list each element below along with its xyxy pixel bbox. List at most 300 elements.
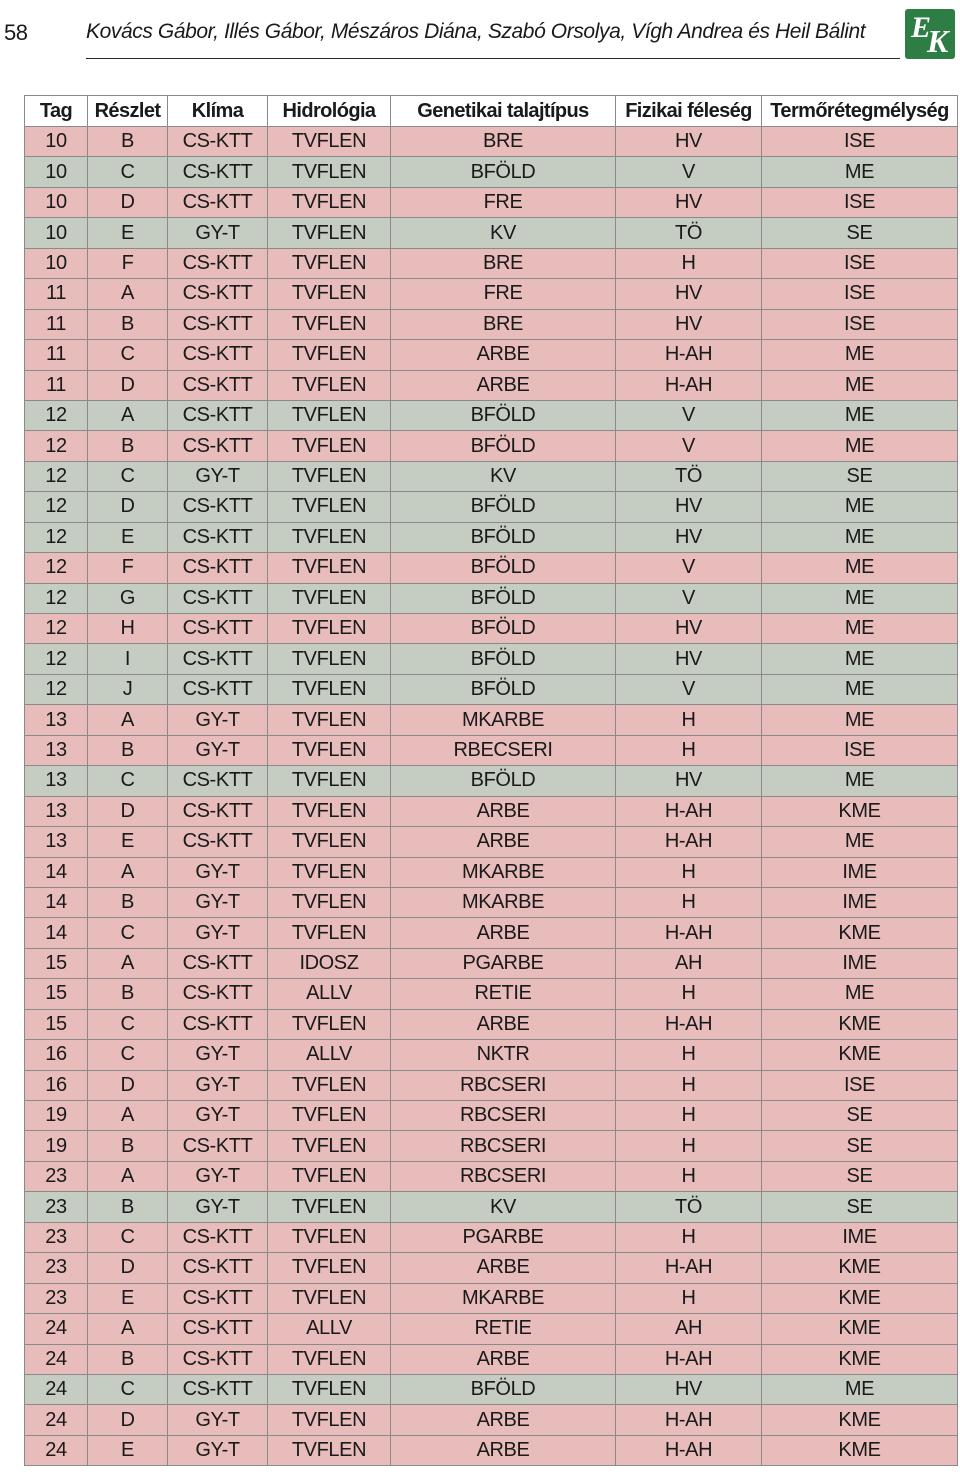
table-row [25, 1009, 958, 1039]
table-cell-termoreteg: ME [762, 674, 958, 704]
table-cell-klima: CS-KTT [168, 644, 268, 674]
table-cell-genetikai: RETIE [391, 979, 616, 1009]
table-cell-genetikai: BRE [391, 127, 616, 157]
table-cell-reszlet: A [88, 1101, 168, 1131]
table-cell-genetikai: RETIE [391, 1314, 616, 1344]
table-cell-klima: CS-KTT [168, 614, 268, 644]
page-header [0, 0, 960, 64]
table-cell-fizikai: H [616, 1040, 762, 1070]
table-row [25, 857, 958, 887]
table-cell-fizikai: V [616, 431, 762, 461]
table-cell-reszlet: E [88, 1283, 168, 1313]
table-row [25, 796, 958, 826]
table-cell-termoreteg: ME [762, 827, 958, 857]
table-cell-hidrologia: TVFLEN [268, 827, 391, 857]
table-cell-termoreteg: SE [762, 1101, 958, 1131]
table-cell-termoreteg: IME [762, 887, 958, 917]
table-cell-termoreteg: KME [762, 796, 958, 826]
table-row [25, 583, 958, 613]
table-cell-hidrologia: TVFLEN [268, 431, 391, 461]
table-cell-reszlet: B [88, 309, 168, 339]
table-cell-termoreteg: KME [762, 1314, 958, 1344]
table-cell-reszlet: C [88, 461, 168, 491]
table-row [25, 309, 958, 339]
table-cell-hidrologia: TVFLEN [268, 887, 391, 917]
table-cell-reszlet: A [88, 279, 168, 309]
table-cell-tag: 11 [25, 279, 88, 309]
table-cell-hidrologia: IDOSZ [268, 948, 391, 978]
table-row [25, 1314, 958, 1344]
table-row [25, 461, 958, 491]
table-cell-genetikai: MKARBE [391, 857, 616, 887]
table-cell-tag: 19 [25, 1131, 88, 1161]
table-cell-klima: GY-T [168, 218, 268, 248]
table-cell-hidrologia: TVFLEN [268, 1101, 391, 1131]
table-cell-hidrologia: ALLV [268, 1040, 391, 1070]
table-cell-termoreteg: ME [762, 370, 958, 400]
table-body [25, 127, 958, 1466]
table-cell-termoreteg: ISE [762, 1070, 958, 1100]
table-cell-klima: CS-KTT [168, 1131, 268, 1161]
table-cell-fizikai: AH [616, 948, 762, 978]
table-cell-tag: 12 [25, 431, 88, 461]
table-cell-genetikai: RBCSERI [391, 1161, 616, 1191]
table-row [25, 248, 958, 278]
table-row [25, 1374, 958, 1404]
table-cell-genetikai: ARBE [391, 918, 616, 948]
table-cell-termoreteg: ME [762, 492, 958, 522]
table-cell-fizikai: HV [616, 309, 762, 339]
table-cell-termoreteg: ISE [762, 735, 958, 765]
table-row [25, 1344, 958, 1374]
soil-data-table [24, 95, 958, 1466]
table-cell-klima: CS-KTT [168, 1374, 268, 1404]
page-number: 58 [4, 20, 28, 45]
table-cell-klima: GY-T [168, 1070, 268, 1100]
table-cell-hidrologia: TVFLEN [268, 157, 391, 187]
table-cell-reszlet: D [88, 370, 168, 400]
column-header-termoreteg: Termőrétegmélység [762, 96, 958, 127]
table-row [25, 1161, 958, 1191]
table-cell-genetikai: KV [391, 1192, 616, 1222]
table-cell-klima: CS-KTT [168, 279, 268, 309]
table-cell-genetikai: ARBE [391, 340, 616, 370]
table-cell-tag: 12 [25, 400, 88, 430]
table-cell-tag: 12 [25, 461, 88, 491]
table-cell-hidrologia: TVFLEN [268, 400, 391, 430]
table-cell-reszlet: H [88, 614, 168, 644]
table-row [25, 644, 958, 674]
table-cell-reszlet: C [88, 766, 168, 796]
table-cell-fizikai: HV [616, 1374, 762, 1404]
table-cell-tag: 19 [25, 1101, 88, 1131]
table-cell-fizikai: H-AH [616, 1405, 762, 1435]
table-cell-hidrologia: TVFLEN [268, 735, 391, 765]
table-cell-klima: GY-T [168, 1161, 268, 1191]
table-cell-reszlet: C [88, 918, 168, 948]
table-cell-klima: CS-KTT [168, 827, 268, 857]
table-cell-tag: 23 [25, 1283, 88, 1313]
table-cell-hidrologia: TVFLEN [268, 370, 391, 400]
table-cell-termoreteg: KME [762, 1283, 958, 1313]
table-cell-tag: 13 [25, 766, 88, 796]
table-row [25, 370, 958, 400]
table-cell-hidrologia: TVFLEN [268, 766, 391, 796]
table-cell-reszlet: B [88, 431, 168, 461]
table-cell-tag: 12 [25, 583, 88, 613]
table-cell-fizikai: AH [616, 1314, 762, 1344]
table-cell-tag: 13 [25, 705, 88, 735]
column-header-tag: Tag [25, 96, 88, 127]
table-cell-fizikai: TÖ [616, 461, 762, 491]
table-cell-hidrologia: ALLV [268, 1314, 391, 1344]
table-cell-hidrologia: TVFLEN [268, 1374, 391, 1404]
table-cell-fizikai: V [616, 674, 762, 704]
table-cell-reszlet: A [88, 400, 168, 430]
table-cell-fizikai: V [616, 400, 762, 430]
table-cell-hidrologia: TVFLEN [268, 522, 391, 552]
table-cell-fizikai: V [616, 583, 762, 613]
table-row [25, 979, 958, 1009]
table-cell-tag: 12 [25, 522, 88, 552]
table-cell-hidrologia: TVFLEN [268, 492, 391, 522]
table-cell-termoreteg: ME [762, 644, 958, 674]
header-rule [86, 58, 900, 59]
table-cell-fizikai: HV [616, 522, 762, 552]
table-cell-genetikai: MKARBE [391, 705, 616, 735]
table-cell-hidrologia: TVFLEN [268, 187, 391, 217]
table-cell-klima: CS-KTT [168, 583, 268, 613]
table-cell-reszlet: B [88, 1344, 168, 1374]
table-cell-termoreteg: SE [762, 1131, 958, 1161]
table-cell-termoreteg: ME [762, 431, 958, 461]
table-cell-termoreteg: KME [762, 1009, 958, 1039]
table-cell-fizikai: HV [616, 279, 762, 309]
table-cell-reszlet: C [88, 1374, 168, 1404]
table-cell-genetikai: FRE [391, 187, 616, 217]
table-cell-genetikai: ARBE [391, 1405, 616, 1435]
table-cell-klima: CS-KTT [168, 309, 268, 339]
table-cell-klima: GY-T [168, 1405, 268, 1435]
table-cell-tag: 12 [25, 553, 88, 583]
table-cell-termoreteg: ME [762, 766, 958, 796]
table-cell-genetikai: ARBE [391, 1009, 616, 1039]
logo-letter-k: K [927, 23, 949, 59]
table-cell-klima: GY-T [168, 857, 268, 887]
table-row [25, 614, 958, 644]
table-row [25, 705, 958, 735]
table-cell-termoreteg: KME [762, 1405, 958, 1435]
table-cell-fizikai: H [616, 1161, 762, 1191]
table-cell-genetikai: BFÖLD [391, 431, 616, 461]
table-cell-tag: 11 [25, 340, 88, 370]
table-row [25, 674, 958, 704]
table-cell-termoreteg: ISE [762, 187, 958, 217]
table-cell-tag: 14 [25, 857, 88, 887]
table-cell-genetikai: BFÖLD [391, 583, 616, 613]
table-cell-fizikai: H [616, 248, 762, 278]
table-cell-genetikai: BRE [391, 248, 616, 278]
table-cell-fizikai: H-AH [616, 370, 762, 400]
table-cell-hidrologia: TVFLEN [268, 1405, 391, 1435]
table-cell-termoreteg: SE [762, 218, 958, 248]
table-cell-termoreteg: ME [762, 522, 958, 552]
table-cell-tag: 24 [25, 1314, 88, 1344]
table-cell-hidrologia: TVFLEN [268, 248, 391, 278]
table-cell-tag: 24 [25, 1405, 88, 1435]
table-cell-fizikai: TÖ [616, 218, 762, 248]
column-header-genetikai: Genetikai talajtípus [391, 96, 616, 127]
table-cell-klima: CS-KTT [168, 340, 268, 370]
table-cell-fizikai: H-AH [616, 827, 762, 857]
table-cell-klima: GY-T [168, 1101, 268, 1131]
table-cell-termoreteg: ME [762, 614, 958, 644]
table-cell-termoreteg: KME [762, 918, 958, 948]
table-cell-fizikai: H-AH [616, 1253, 762, 1283]
table-cell-termoreteg: ME [762, 583, 958, 613]
table-cell-hidrologia: TVFLEN [268, 1253, 391, 1283]
table-cell-termoreteg: SE [762, 1161, 958, 1191]
table-cell-reszlet: B [88, 979, 168, 1009]
table-cell-genetikai: FRE [391, 279, 616, 309]
table-cell-reszlet: F [88, 553, 168, 583]
table-row [25, 766, 958, 796]
table-cell-termoreteg: ME [762, 705, 958, 735]
table-cell-klima: CS-KTT [168, 553, 268, 583]
table-cell-klima: CS-KTT [168, 157, 268, 187]
table-cell-reszlet: E [88, 827, 168, 857]
table-cell-tag: 12 [25, 614, 88, 644]
table-row [25, 157, 958, 187]
table-row [25, 1070, 958, 1100]
table-cell-genetikai: BFÖLD [391, 766, 616, 796]
table-cell-hidrologia: TVFLEN [268, 461, 391, 491]
table-row [25, 1283, 958, 1313]
table-cell-hidrologia: TVFLEN [268, 705, 391, 735]
table-cell-genetikai: PGARBE [391, 1222, 616, 1252]
table-cell-tag: 23 [25, 1253, 88, 1283]
table-cell-reszlet: B [88, 127, 168, 157]
table-cell-genetikai: ARBE [391, 1344, 616, 1374]
table-cell-termoreteg: IME [762, 1222, 958, 1252]
table-cell-genetikai: BRE [391, 309, 616, 339]
table-row [25, 127, 958, 157]
table-cell-genetikai: ARBE [391, 1435, 616, 1465]
publisher-logo [905, 9, 955, 59]
table-cell-klima: CS-KTT [168, 400, 268, 430]
table-cell-reszlet: J [88, 674, 168, 704]
table-row [25, 1435, 958, 1465]
table-cell-fizikai: H [616, 979, 762, 1009]
table-cell-hidrologia: TVFLEN [268, 857, 391, 887]
table-cell-fizikai: HV [616, 644, 762, 674]
table-cell-genetikai: NKTR [391, 1040, 616, 1070]
table-cell-termoreteg: ME [762, 400, 958, 430]
table-cell-fizikai: V [616, 157, 762, 187]
table-cell-fizikai: HV [616, 492, 762, 522]
table-cell-hidrologia: TVFLEN [268, 1009, 391, 1039]
table-cell-tag: 24 [25, 1435, 88, 1465]
table-cell-hidrologia: TVFLEN [268, 796, 391, 826]
table-cell-hidrologia: TVFLEN [268, 1070, 391, 1100]
table-cell-tag: 23 [25, 1161, 88, 1191]
table-row [25, 1101, 958, 1131]
table-cell-reszlet: D [88, 1405, 168, 1435]
table-cell-tag: 24 [25, 1344, 88, 1374]
table-cell-hidrologia: TVFLEN [268, 674, 391, 704]
table-cell-genetikai: ARBE [391, 796, 616, 826]
column-header-reszlet: Részlet [88, 96, 168, 127]
table-cell-reszlet: F [88, 248, 168, 278]
table-row [25, 1131, 958, 1161]
table-cell-termoreteg: KME [762, 1344, 958, 1374]
table-cell-klima: GY-T [168, 1192, 268, 1222]
table-cell-genetikai: BFÖLD [391, 614, 616, 644]
table-header-row [25, 96, 958, 127]
table-cell-termoreteg: ME [762, 979, 958, 1009]
table-cell-reszlet: A [88, 1314, 168, 1344]
table-cell-termoreteg: ME [762, 157, 958, 187]
table-cell-fizikai: H [616, 1101, 762, 1131]
table-cell-genetikai: BFÖLD [391, 522, 616, 552]
table-cell-tag: 16 [25, 1040, 88, 1070]
table-cell-reszlet: B [88, 1192, 168, 1222]
table-cell-termoreteg: ISE [762, 248, 958, 278]
table-cell-tag: 10 [25, 218, 88, 248]
column-header-fizikai: Fizikai féleség [616, 96, 762, 127]
table-cell-termoreteg: ISE [762, 309, 958, 339]
table-cell-fizikai: HV [616, 127, 762, 157]
table-cell-fizikai: HV [616, 766, 762, 796]
table-cell-termoreteg: SE [762, 1192, 958, 1222]
table-cell-hidrologia: TVFLEN [268, 918, 391, 948]
table-row [25, 340, 958, 370]
table-cell-termoreteg: ME [762, 340, 958, 370]
table-cell-klima: GY-T [168, 1435, 268, 1465]
table-cell-fizikai: TÖ [616, 1192, 762, 1222]
table-cell-klima: CS-KTT [168, 1253, 268, 1283]
table-cell-genetikai: BFÖLD [391, 674, 616, 704]
table-cell-fizikai: H [616, 735, 762, 765]
table-cell-fizikai: H [616, 857, 762, 887]
table-cell-genetikai: BFÖLD [391, 644, 616, 674]
table-row [25, 1253, 958, 1283]
table-cell-reszlet: A [88, 948, 168, 978]
table-cell-reszlet: B [88, 887, 168, 917]
table-cell-reszlet: D [88, 492, 168, 522]
table-row [25, 187, 958, 217]
table-cell-reszlet: B [88, 1131, 168, 1161]
table-cell-klima: GY-T [168, 887, 268, 917]
table-cell-termoreteg: IME [762, 857, 958, 887]
table-cell-termoreteg: ISE [762, 279, 958, 309]
table-cell-fizikai: H [616, 705, 762, 735]
table-cell-reszlet: I [88, 644, 168, 674]
table-row [25, 400, 958, 430]
table-cell-reszlet: A [88, 1161, 168, 1191]
table-cell-reszlet: C [88, 157, 168, 187]
table-cell-hidrologia: TVFLEN [268, 1131, 391, 1161]
table-cell-klima: CS-KTT [168, 796, 268, 826]
table-cell-termoreteg: KME [762, 1435, 958, 1465]
table-cell-fizikai: HV [616, 614, 762, 644]
table-cell-reszlet: G [88, 583, 168, 613]
table-cell-hidrologia: TVFLEN [268, 1192, 391, 1222]
table-cell-reszlet: C [88, 1222, 168, 1252]
table-cell-genetikai: RBCSERI [391, 1131, 616, 1161]
table-cell-fizikai: H [616, 1131, 762, 1161]
table-cell-klima: GY-T [168, 918, 268, 948]
table-row [25, 492, 958, 522]
table-cell-reszlet: C [88, 1040, 168, 1070]
table-cell-reszlet: A [88, 705, 168, 735]
table-cell-genetikai: MKARBE [391, 887, 616, 917]
table-cell-klima: CS-KTT [168, 431, 268, 461]
table-cell-tag: 23 [25, 1192, 88, 1222]
table-cell-tag: 12 [25, 644, 88, 674]
table-cell-tag: 13 [25, 796, 88, 826]
table-cell-genetikai: RBCSERI [391, 1070, 616, 1100]
table-row [25, 887, 958, 917]
table-cell-genetikai: BFÖLD [391, 400, 616, 430]
table-cell-klima: CS-KTT [168, 979, 268, 1009]
table-cell-fizikai: H-AH [616, 340, 762, 370]
table-cell-genetikai: BFÖLD [391, 492, 616, 522]
table-cell-termoreteg: SE [762, 461, 958, 491]
table-cell-fizikai: H [616, 1283, 762, 1313]
table-cell-reszlet: D [88, 187, 168, 217]
table-cell-reszlet: C [88, 1009, 168, 1039]
table-cell-hidrologia: ALLV [268, 979, 391, 1009]
table-cell-fizikai: H-AH [616, 918, 762, 948]
table-cell-klima: GY-T [168, 705, 268, 735]
table-cell-tag: 24 [25, 1374, 88, 1404]
table-cell-hidrologia: TVFLEN [268, 1344, 391, 1374]
table-row [25, 279, 958, 309]
table-cell-genetikai: KV [391, 218, 616, 248]
table-cell-termoreteg: ISE [762, 127, 958, 157]
table-cell-fizikai: H-AH [616, 796, 762, 826]
table-cell-reszlet: B [88, 735, 168, 765]
table-cell-klima: CS-KTT [168, 370, 268, 400]
table-cell-klima: CS-KTT [168, 1344, 268, 1374]
table-cell-hidrologia: TVFLEN [268, 1435, 391, 1465]
table-cell-klima: CS-KTT [168, 127, 268, 157]
table-cell-tag: 12 [25, 674, 88, 704]
table-cell-tag: 14 [25, 918, 88, 948]
table-cell-hidrologia: TVFLEN [268, 309, 391, 339]
table-cell-tag: 13 [25, 735, 88, 765]
table-cell-klima: GY-T [168, 735, 268, 765]
table-cell-genetikai: ARBE [391, 370, 616, 400]
table-cell-klima: CS-KTT [168, 1283, 268, 1313]
table-cell-hidrologia: TVFLEN [268, 1283, 391, 1313]
table-cell-klima: CS-KTT [168, 1314, 268, 1344]
table-cell-genetikai: BFÖLD [391, 157, 616, 187]
table-cell-fizikai: H [616, 1222, 762, 1252]
table-cell-tag: 15 [25, 948, 88, 978]
table-cell-klima: CS-KTT [168, 248, 268, 278]
table-cell-fizikai: H [616, 887, 762, 917]
table-cell-hidrologia: TVFLEN [268, 279, 391, 309]
table-cell-klima: CS-KTT [168, 766, 268, 796]
table-cell-reszlet: D [88, 1253, 168, 1283]
table-cell-tag: 11 [25, 309, 88, 339]
table-cell-reszlet: A [88, 857, 168, 887]
table-cell-hidrologia: TVFLEN [268, 218, 391, 248]
table-cell-genetikai: ARBE [391, 827, 616, 857]
table-cell-genetikai: ARBE [391, 1253, 616, 1283]
